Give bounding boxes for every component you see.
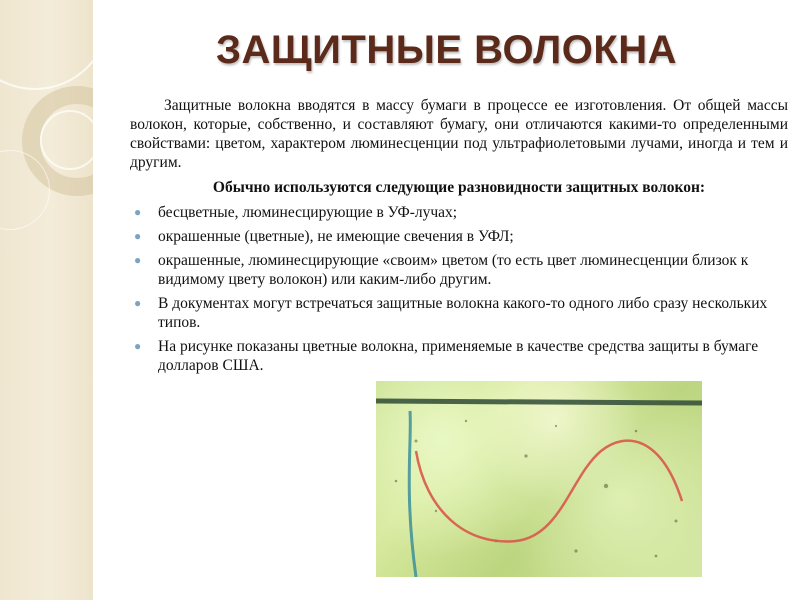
decorative-side-band (0, 0, 93, 600)
list-item (130, 337, 788, 375)
decorative-ring (0, 0, 93, 90)
list-item-text: На рисунке показаны цветные волокна, применяемые в качестве средства защиты в бумаге долларов США. (158, 338, 759, 374)
bullet-icon: ● (134, 205, 142, 219)
list-item-text: В документах могут встречаться защитные волокна какого-то одного либо сразу нескольких типов. (158, 295, 768, 331)
list-item (130, 203, 788, 222)
fiber-types-list (130, 203, 788, 375)
red-fiber (416, 441, 682, 542)
blue-fiber (409, 411, 416, 577)
list-item (130, 294, 788, 332)
slide-body (130, 96, 788, 380)
list-item-text: окрашенные (цветные), не имеющие свечения в УФЛ; (158, 228, 514, 245)
list-heading: Обычно используются следующие разновидности защитных волокон: (212, 179, 706, 196)
list-item-text: окрашенные, люминесцирующие «своим» цветом (то есть цвет люминесценции близок к видимому цвету волокон) или каким-либо другим. (158, 252, 749, 288)
bullet-icon: ● (134, 339, 142, 353)
fiber-photo-drawing (376, 381, 702, 577)
list-item (130, 227, 788, 246)
bullet-icon: ● (134, 296, 142, 310)
bullet-icon: ● (134, 229, 142, 243)
bullet-icon: ● (134, 253, 142, 267)
fiber-photo (376, 381, 702, 577)
photo-border-line (376, 401, 702, 403)
intro-paragraph: Защитные волокна вводятся в массу бумаги в процессе ее изготовления. От общей массы волокон, которые, собственно, и составляют бумагу, они отличаются какими-то определенными свойствами: цветом, характером люминесценции под ультрафиолетовыми лучами, иногда и тем и другим. (130, 97, 788, 171)
slide-title: ЗАЩИТНЫЕ ВОЛОКНА (215, 28, 678, 72)
list-item (130, 251, 788, 289)
decorative-ring (40, 110, 93, 170)
list-item-text: бесцветные, люминесцирующие в УФ-лучах; (158, 204, 458, 221)
